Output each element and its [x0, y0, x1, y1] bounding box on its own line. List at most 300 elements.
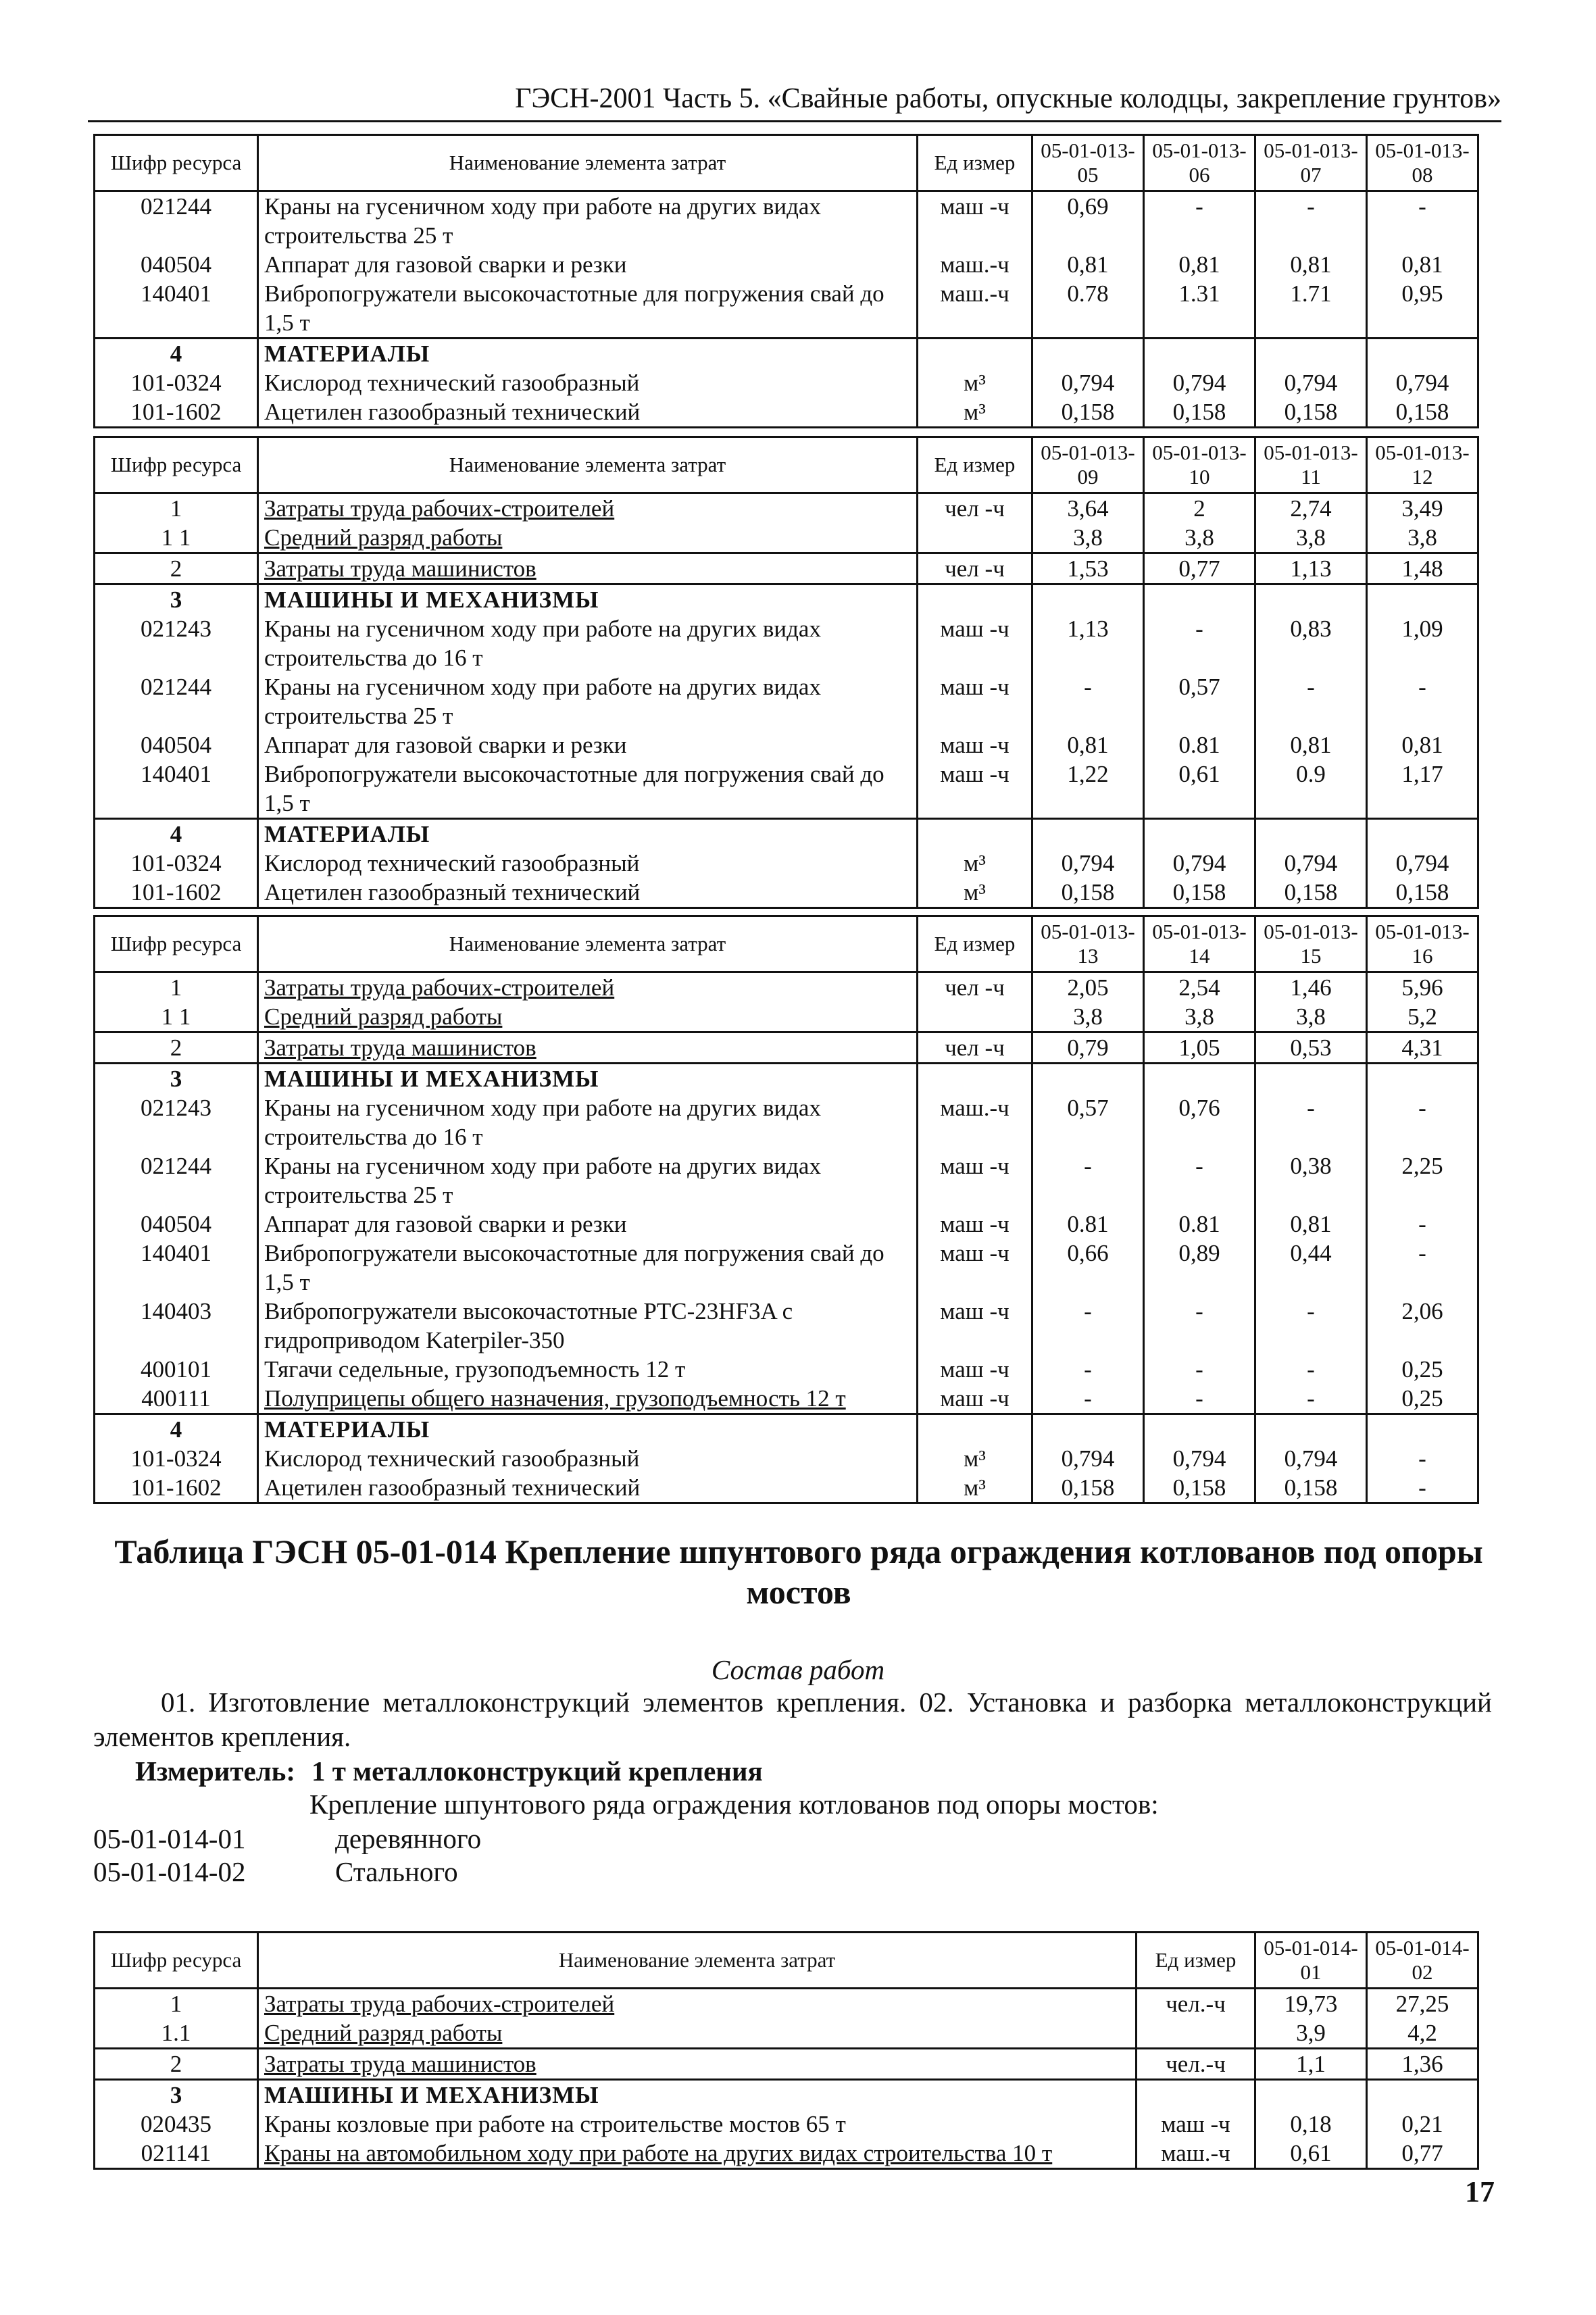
resource-code: 1 — [95, 1989, 258, 2019]
norm-value: 1.31 — [1144, 279, 1255, 339]
table-row — [95, 878, 1478, 908]
resource-name-text: Вибропогружатели высокочастотные для погружения свай до 1,5 т — [264, 280, 884, 336]
norm-value — [1367, 339, 1478, 369]
norm-value: 0,794 — [1144, 849, 1255, 878]
resource-unit: чел -ч — [918, 1032, 1032, 1064]
norm-value — [1032, 339, 1144, 369]
resource-name — [258, 760, 918, 819]
resource-name — [258, 1002, 918, 1032]
norm-value: 0,83 — [1255, 614, 1367, 672]
norm-value: 0,81 — [1144, 250, 1255, 279]
table-row — [95, 2110, 1478, 2139]
resource-table-1 — [93, 134, 1479, 428]
table-row — [95, 279, 1478, 339]
norm-value: 1,36 — [1367, 2049, 1478, 2080]
resource-unit: чел.-ч — [1137, 1989, 1255, 2019]
norm-value: 5,2 — [1367, 1002, 1478, 1032]
column-header-norm: 05-01-013-16 — [1367, 916, 1478, 972]
column-header-code: Шифр ресурса — [95, 1933, 258, 1989]
resource-name — [258, 368, 918, 397]
resource-name-text: Аппарат для газовой сварки и резки — [264, 732, 627, 758]
table-row — [95, 1210, 1478, 1239]
norm-value: 2,25 — [1367, 1151, 1478, 1210]
norm-value: 0,158 — [1255, 878, 1367, 908]
norm-value: 0,794 — [1367, 368, 1478, 397]
resource-code: 1 — [95, 972, 258, 1003]
norm-value: 0,158 — [1367, 878, 1478, 908]
resource-unit: маш.-ч — [1137, 2139, 1255, 2169]
resource-name — [258, 397, 918, 428]
variant-label: Стального — [335, 1856, 458, 1887]
norm-value: 0,79 — [1032, 1032, 1144, 1064]
norm-value: 0,21 — [1367, 2110, 1478, 2139]
table-row — [95, 819, 1478, 849]
resource-name-text: Затраты труда машинистов — [264, 555, 537, 582]
resource-code: 101-0324 — [95, 849, 258, 878]
resource-code: 140401 — [95, 1239, 258, 1297]
resource-name — [258, 1384, 918, 1414]
resource-unit: чел.-ч — [1137, 2049, 1255, 2080]
column-header-norm: 05-01-013-05 — [1032, 135, 1144, 191]
column-header-unit: Ед измер — [918, 135, 1032, 191]
resource-name — [258, 1297, 918, 1355]
header-row — [95, 135, 1478, 191]
norm-value: - — [1367, 672, 1478, 730]
resource-unit: маш.-ч — [918, 1093, 1032, 1151]
resource-code: 101-1602 — [95, 878, 258, 908]
resource-unit: маш -ч — [918, 760, 1032, 819]
norm-value: - — [1367, 1210, 1478, 1239]
section-title-line-2: мостов — [746, 1573, 851, 1611]
norm-value: 1.71 — [1255, 279, 1367, 339]
norm-value: - — [1144, 1384, 1255, 1414]
resource-unit — [918, 523, 1032, 553]
variant-row — [93, 1822, 481, 1855]
norm-value: 0,81 — [1255, 730, 1367, 760]
column-header-norm: 05-01-013-12 — [1367, 437, 1478, 493]
variants-subtitle: Крепление шпунтового ряда ограждения котлованов под опоры мостов: — [309, 1789, 1159, 1820]
column-header-norm: 05-01-013-14 — [1144, 916, 1255, 972]
norm-value: 0,158 — [1032, 878, 1144, 908]
norm-value: 3,8 — [1144, 1002, 1255, 1032]
norm-value: - — [1144, 1297, 1255, 1355]
resource-unit: маш.-ч — [918, 279, 1032, 339]
table-row — [95, 1297, 1478, 1355]
norm-value: 1,48 — [1367, 553, 1478, 584]
resource-code: 021244 — [95, 1151, 258, 1210]
norm-value — [1367, 1414, 1478, 1445]
resource-name-text: Затраты труда рабочих-строителей — [264, 974, 615, 1001]
norm-value: 0,81 — [1255, 250, 1367, 279]
resource-code: 040504 — [95, 250, 258, 279]
norm-value: 2 — [1144, 493, 1255, 524]
table-row — [95, 1032, 1478, 1064]
resource-name-text: Кислород технический газообразный — [264, 370, 640, 396]
resource-name-text: Вибропогружатели высокочастотные для погружения свай до 1,5 т — [264, 1240, 884, 1295]
norm-value: 0,76 — [1144, 1093, 1255, 1151]
norm-value: 0,158 — [1367, 397, 1478, 428]
norm-value: 0,794 — [1032, 368, 1144, 397]
norm-value: 0.9 — [1255, 760, 1367, 819]
resource-name-text: Затраты труда машинистов — [264, 2051, 537, 2077]
resource-name — [258, 2049, 1137, 2080]
norm-value: 0,69 — [1032, 191, 1144, 251]
measure-label: Измеритель: — [135, 1756, 296, 1787]
resource-code: 021141 — [95, 2139, 258, 2169]
table-row — [95, 493, 1478, 524]
norm-value: - — [1367, 1239, 1478, 1297]
table-row — [95, 2049, 1478, 2080]
norm-value: 1,22 — [1032, 760, 1144, 819]
resource-name — [258, 1473, 918, 1503]
resource-name-text: Средний разряд работы — [264, 524, 503, 551]
resource-code: 021244 — [95, 672, 258, 730]
norm-value: 0.78 — [1032, 279, 1144, 339]
norm-value: 0,81 — [1032, 730, 1144, 760]
table-row — [95, 523, 1478, 553]
norm-value: 3,8 — [1367, 523, 1478, 553]
resource-name-text: Аппарат для газовой сварки и резки — [264, 1211, 627, 1237]
resource-name — [258, 493, 918, 524]
norm-value: 3,8 — [1255, 1002, 1367, 1032]
resource-name — [258, 1355, 918, 1384]
norm-value: 0.81 — [1144, 1210, 1255, 1239]
resource-name-text: Краны на гусеничном ходу при работе на других видах строительства 25 т — [264, 1153, 821, 1208]
resource-unit: м³ — [918, 1473, 1032, 1503]
column-header-norm: 05-01-013-07 — [1255, 135, 1367, 191]
resource-name — [258, 339, 918, 369]
norm-value: - — [1255, 672, 1367, 730]
norm-value: 3,8 — [1255, 523, 1367, 553]
section-title — [93, 1531, 1504, 1612]
table-row — [95, 2018, 1478, 2049]
resource-unit: м³ — [918, 1444, 1032, 1473]
resource-unit: маш -ч — [918, 191, 1032, 251]
norm-value: 1,1 — [1255, 2049, 1367, 2080]
table-row — [95, 849, 1478, 878]
resource-name-text: Аппарат для газовой сварки и резки — [264, 251, 627, 278]
column-header-name: Наименование элемента затрат — [258, 1933, 1137, 1989]
norm-value: 0,794 — [1255, 368, 1367, 397]
norm-value: 0,57 — [1144, 672, 1255, 730]
resource-unit: маш.-ч — [918, 250, 1032, 279]
norm-value: 0,77 — [1367, 2139, 1478, 2169]
resource-name — [258, 1064, 918, 1094]
resource-unit: маш -ч — [918, 1210, 1032, 1239]
resource-unit — [918, 1002, 1032, 1032]
norm-value — [1032, 1414, 1144, 1445]
resource-unit: маш -ч — [918, 672, 1032, 730]
norm-value: - — [1032, 1384, 1144, 1414]
norm-value — [1144, 584, 1255, 615]
norm-value: 0,81 — [1367, 250, 1478, 279]
norm-value: 0,794 — [1367, 849, 1478, 878]
norm-value: 0,77 — [1144, 553, 1255, 584]
norm-value: 0,38 — [1255, 1151, 1367, 1210]
resource-name-text: МАШИНЫ И МЕХАНИЗМЫ — [264, 587, 599, 613]
resource-unit — [918, 339, 1032, 369]
column-header-unit: Ед измер — [918, 437, 1032, 493]
norm-value: 0,89 — [1144, 1239, 1255, 1297]
column-header-unit: Ед измер — [1137, 1933, 1255, 1989]
norm-value — [1032, 819, 1144, 849]
resource-name — [258, 553, 918, 584]
resource-name — [258, 878, 918, 908]
norm-value: - — [1032, 1151, 1144, 1210]
resource-unit — [918, 819, 1032, 849]
norm-value: - — [1255, 191, 1367, 251]
table-row — [95, 1064, 1478, 1094]
norm-value: 0,25 — [1367, 1355, 1478, 1384]
resource-name-text: Вибропогружатели высокочастотные для погружения свай до 1,5 т — [264, 761, 884, 816]
resource-code: 101-1602 — [95, 397, 258, 428]
norm-value: 3,49 — [1367, 493, 1478, 524]
resource-name — [258, 1093, 918, 1151]
norm-value — [1367, 1064, 1478, 1094]
norm-value: 0,81 — [1255, 1210, 1367, 1239]
norm-value: 1,13 — [1255, 553, 1367, 584]
norm-value: 0,794 — [1255, 1444, 1367, 1473]
resource-code: 101-0324 — [95, 1444, 258, 1473]
norm-value — [1255, 819, 1367, 849]
table-row — [95, 397, 1478, 428]
column-header-norm: 05-01-013-06 — [1144, 135, 1255, 191]
resource-name — [258, 250, 918, 279]
norm-value: 2,54 — [1144, 972, 1255, 1003]
table-row — [95, 1473, 1478, 1503]
table-row — [95, 2139, 1478, 2169]
resource-code: 1.1 — [95, 2018, 258, 2049]
resource-name-text: МАТЕРИАЛЫ — [264, 821, 430, 847]
norm-value — [1255, 584, 1367, 615]
running-header: ГЭСН-2001 Часть 5. «Свайные работы, опускные колодцы, закрепление грунтов» — [88, 80, 1501, 122]
table-row — [95, 339, 1478, 369]
resource-code: 1 1 — [95, 1002, 258, 1032]
resource-name — [258, 1444, 918, 1473]
resource-name — [258, 2110, 1137, 2139]
header-row — [95, 1933, 1478, 1989]
composition-title: Состав работ — [711, 1654, 885, 1685]
norm-value: 0,81 — [1032, 250, 1144, 279]
composition-text: 01. Изготовление металлоконструкций элементов крепления. 02. Установка и разборка металлоконструкций элементов крепления. — [93, 1687, 1492, 1752]
resource-code: 040504 — [95, 1210, 258, 1239]
resource-name — [258, 2139, 1137, 2169]
resource-name-text: Затраты труда рабочих-строителей — [264, 495, 615, 522]
variant-label: деревянного — [335, 1823, 482, 1854]
table-row — [95, 191, 1478, 251]
resource-name — [258, 279, 918, 339]
resource-unit: маш -ч — [918, 1239, 1032, 1297]
resource-code: 1 1 — [95, 523, 258, 553]
table-row — [95, 1151, 1478, 1210]
resource-code: 3 — [95, 1064, 258, 1094]
norm-value: - — [1255, 1355, 1367, 1384]
norm-value: - — [1032, 1297, 1144, 1355]
column-header-norm: 05-01-013-13 — [1032, 916, 1144, 972]
table-row — [95, 1355, 1478, 1384]
norm-value: - — [1032, 1355, 1144, 1384]
table-row — [95, 1002, 1478, 1032]
norm-value: 0,66 — [1032, 1239, 1144, 1297]
resource-unit: чел -ч — [918, 972, 1032, 1003]
norm-value: 2,74 — [1255, 493, 1367, 524]
page-number: 17 — [1465, 2175, 1495, 2208]
resource-name-text: Полуприцепы общего назначения, грузоподъемность 12 т — [264, 1385, 846, 1412]
resource-code: 1 — [95, 493, 258, 524]
table-row — [95, 584, 1478, 615]
resource-name-text: Средний разряд работы — [264, 1003, 503, 1030]
table-row — [95, 972, 1478, 1003]
norm-value: 0,95 — [1367, 279, 1478, 339]
norm-value: 0,794 — [1144, 1444, 1255, 1473]
resource-name-text: Кислород технический газообразный — [264, 850, 640, 876]
norm-value — [1367, 584, 1478, 615]
norm-value: - — [1144, 1355, 1255, 1384]
column-header-norm: 05-01-013-11 — [1255, 437, 1367, 493]
table-row — [95, 2080, 1478, 2110]
norm-value — [1144, 1064, 1255, 1094]
norm-value: 0,794 — [1032, 1444, 1144, 1473]
resource-code: 4 — [95, 819, 258, 849]
resource-unit: маш -ч — [918, 1355, 1032, 1384]
resource-name — [258, 614, 918, 672]
table-row — [95, 672, 1478, 730]
norm-value — [1144, 819, 1255, 849]
resource-name — [258, 672, 918, 730]
column-header-code: Шифр ресурса — [95, 437, 258, 493]
table-row — [95, 1989, 1478, 2019]
norm-value — [1144, 339, 1255, 369]
resource-name-text: МАШИНЫ И МЕХАНИЗМЫ — [264, 1066, 599, 1092]
resource-code: 140401 — [95, 279, 258, 339]
norm-value: - — [1255, 1093, 1367, 1151]
norm-value: 0.81 — [1032, 1210, 1144, 1239]
resource-name-text: Средний разряд работы — [264, 2020, 503, 2046]
resource-name — [258, 972, 918, 1003]
resource-code: 2 — [95, 1032, 258, 1064]
norm-value: 0,57 — [1032, 1093, 1144, 1151]
norm-value: 0,794 — [1255, 849, 1367, 878]
resource-code: 140401 — [95, 760, 258, 819]
resource-unit: м³ — [918, 368, 1032, 397]
resource-code: 400111 — [95, 1384, 258, 1414]
column-header-norm: 05-01-014-01 — [1255, 1933, 1367, 1989]
norm-value: - — [1367, 1444, 1478, 1473]
resource-table-4 — [93, 1931, 1479, 2170]
norm-value: 0,794 — [1144, 368, 1255, 397]
resource-name-text: Краны козловые при работе на строительстве мостов 65 т — [264, 2111, 846, 2137]
resource-code: 4 — [95, 339, 258, 369]
column-header-name: Наименование элемента затрат — [258, 135, 918, 191]
table-row — [95, 730, 1478, 760]
resource-name — [258, 1151, 918, 1210]
norm-value: 4,31 — [1367, 1032, 1478, 1064]
table-row — [95, 368, 1478, 397]
resource-name-text: Вибропогружатели высокочастотные PTC-23HF3A с гидроприводом Katerpiler-350 — [264, 1298, 793, 1353]
resource-name-text: Ацетилен газообразный технический — [264, 399, 641, 425]
norm-value: - — [1144, 614, 1255, 672]
resource-name — [258, 1239, 918, 1297]
norm-value — [1367, 2080, 1478, 2110]
resource-name-text: Краны на гусеничном ходу при работе на других видах строительства 25 т — [264, 193, 821, 249]
resource-name-text: Краны на гусеничном ходу при работе на других видах строительства до 16 т — [264, 1095, 821, 1150]
table-row — [95, 250, 1478, 279]
resource-code: 021244 — [95, 191, 258, 251]
resource-name-text: Ацетилен газообразный технический — [264, 879, 641, 905]
variant-code: 05-01-014-02 — [93, 1856, 246, 1887]
norm-value: 27,25 — [1367, 1989, 1478, 2019]
resource-code: 3 — [95, 2080, 258, 2110]
resource-name — [258, 191, 918, 251]
table-row — [95, 760, 1478, 819]
column-header-norm: 05-01-013-09 — [1032, 437, 1144, 493]
norm-value: 3,64 — [1032, 493, 1144, 524]
resource-name-text: МАТЕРИАЛЫ — [264, 341, 430, 367]
resource-name-text: МАШИНЫ И МЕХАНИЗМЫ — [264, 2082, 599, 2108]
table-row — [95, 1093, 1478, 1151]
norm-value: 0,794 — [1032, 849, 1144, 878]
column-header-norm: 05-01-013-10 — [1144, 437, 1255, 493]
norm-value: 1,13 — [1032, 614, 1144, 672]
column-header-unit: Ед измер — [918, 916, 1032, 972]
resource-unit: маш -ч — [918, 1297, 1032, 1355]
resource-code: 3 — [95, 584, 258, 615]
norm-value: 1,53 — [1032, 553, 1144, 584]
norm-value: 0,25 — [1367, 1384, 1478, 1414]
section-title-line-1: Таблица ГЭСН 05-01-014 Крепление шпунтового ряда ограждения котлованов под опоры — [114, 1533, 1483, 1570]
norm-value: 0,61 — [1144, 760, 1255, 819]
resource-unit: чел -ч — [918, 493, 1032, 524]
resource-name-text: Затраты труда рабочих-строителей — [264, 1991, 615, 2017]
norm-value: 1,05 — [1144, 1032, 1255, 1064]
resource-unit — [918, 1064, 1032, 1094]
resource-name-text: Ацетилен газообразный технический — [264, 1474, 641, 1501]
norm-value: 5,96 — [1367, 972, 1478, 1003]
column-header-norm: 05-01-014-02 — [1367, 1933, 1478, 1989]
resource-name-text: Краны на автомобильном ходу при работе на других видах строительства 10 т — [264, 2140, 1053, 2166]
resource-name — [258, 730, 918, 760]
norm-value: 3,9 — [1255, 2018, 1367, 2049]
norm-value: - — [1144, 1151, 1255, 1210]
resource-name-text: Затраты труда машинистов — [264, 1035, 537, 1061]
table-row — [95, 1239, 1478, 1297]
resource-code: 101-0324 — [95, 368, 258, 397]
measure-line — [135, 1755, 763, 1787]
resource-code: 400101 — [95, 1355, 258, 1384]
norm-value — [1367, 819, 1478, 849]
resource-unit: м³ — [918, 878, 1032, 908]
norm-value: - — [1255, 1297, 1367, 1355]
resource-name — [258, 523, 918, 553]
resource-name — [258, 849, 918, 878]
resource-code: 2 — [95, 553, 258, 584]
norm-value: 0,61 — [1255, 2139, 1367, 2169]
norm-value — [1255, 1064, 1367, 1094]
resource-code: 040504 — [95, 730, 258, 760]
norm-value: - — [1367, 191, 1478, 251]
norm-value: - — [1367, 1093, 1478, 1151]
resource-unit — [1137, 2080, 1255, 2110]
resource-code: 021243 — [95, 614, 258, 672]
norm-value: 19,73 — [1255, 1989, 1367, 2019]
resource-code: 4 — [95, 1414, 258, 1445]
norm-value: - — [1032, 672, 1144, 730]
norm-value: 1,46 — [1255, 972, 1367, 1003]
resource-name — [258, 2080, 1137, 2110]
norm-value: 1,09 — [1367, 614, 1478, 672]
norm-value: - — [1144, 191, 1255, 251]
measure-value: 1 т металлоконструкций крепления — [311, 1756, 763, 1787]
